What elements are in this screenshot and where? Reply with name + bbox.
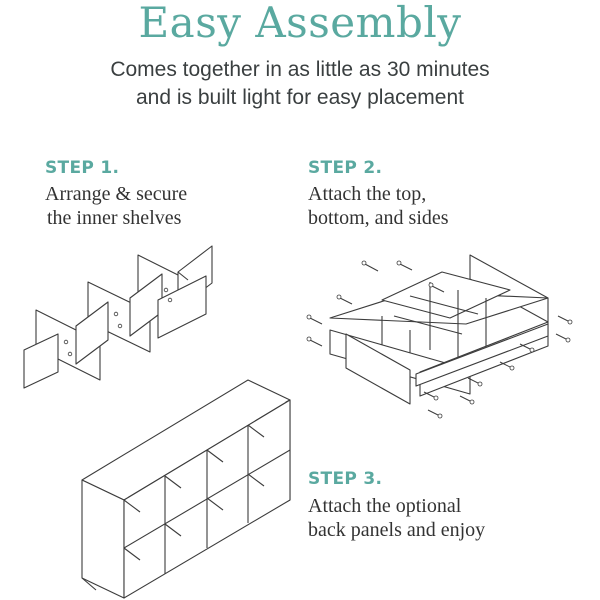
step-1-line-1: Arrange & secure [45,183,188,205]
step-2-line-1: Attach the top, [308,183,427,205]
subtitle-line-2: and is built light for easy placement [135,86,464,109]
step-1-line-2: the inner shelves [47,207,182,229]
step-2-line-2: bottom, and sides [308,207,449,229]
step-1-label: STEP 1. [45,158,120,178]
step-2-label: STEP 2. [308,158,383,178]
step-3-line-2: back panels and enjoy [308,519,486,541]
finished-cube-organizer [82,380,290,598]
page-title: Easy Assembly [138,0,462,47]
step-3-label: STEP 3. [308,469,383,489]
step-3-line-1: Attach the optional [308,495,462,517]
subtitle-line-1: Comes together in as little as 30 minutes [110,58,490,81]
